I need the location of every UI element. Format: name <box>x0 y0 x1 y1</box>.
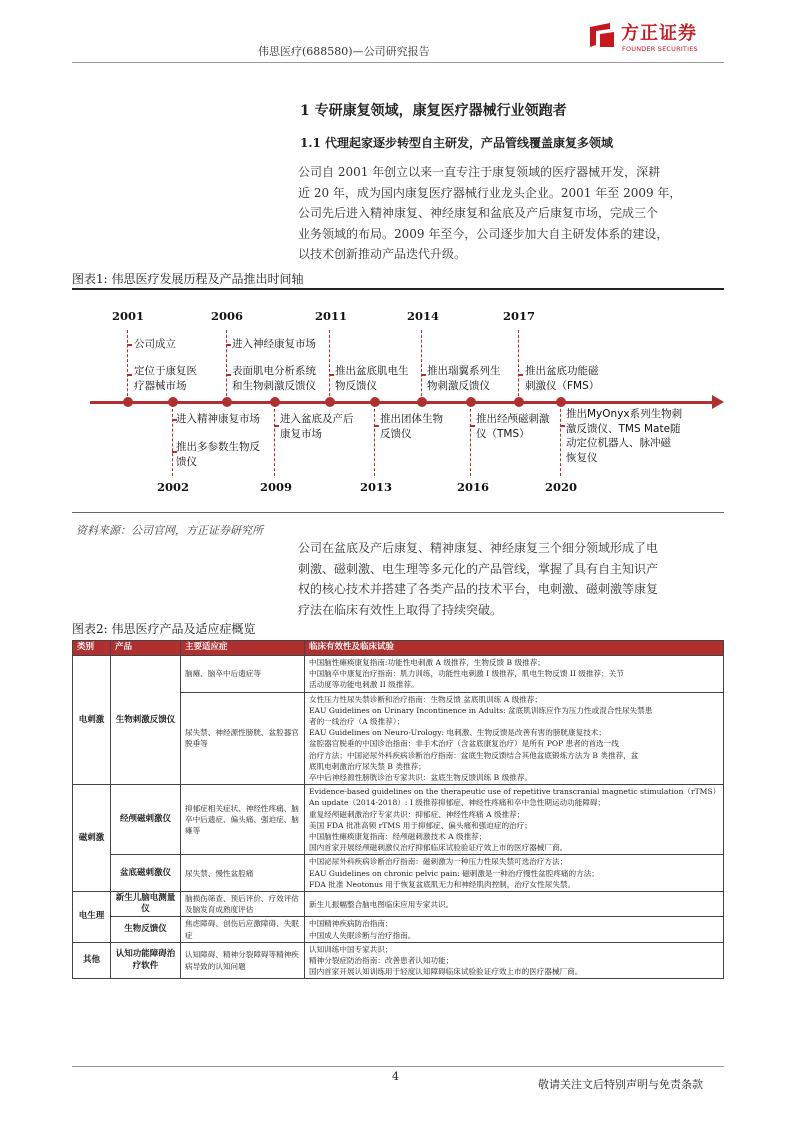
timeline-event-2013 <box>380 412 443 441</box>
timeline-event-2002b <box>176 440 260 469</box>
product-cell: 盆底磁刺激仪 <box>111 855 181 892</box>
event-line: 定位于康复医 <box>134 365 197 377</box>
timeline-dot <box>123 397 133 407</box>
timeline-connector <box>470 404 471 476</box>
figure1-title: 图表1: 伟思医疗发展历程及产品推出时间轴 <box>72 272 304 286</box>
evidence-line: 中国精神疾病防治指南； <box>309 919 393 929</box>
timeline-year-2017: 2017 <box>503 309 536 323</box>
event-line: 康复市场 <box>280 427 322 440</box>
product-cell: 经颅磁刺激仪 <box>111 785 181 855</box>
timeline-connector <box>226 330 227 401</box>
indication-cell: 认知障碍、精神分裂障碍等精神疾病导致的认知问题 <box>181 942 305 979</box>
evidence-line: 国内首家开展经颅磁刺激仪治疗抑郁临床试验验证疗效上市的医疗器械厂商。 <box>309 843 568 853</box>
evidence-line: 女性压力性尿失禁诊断和治疗指南：生物反馈 盆底肌训练 A 级推荐； <box>309 694 542 704</box>
category-cell: 电刺激 <box>73 656 111 785</box>
table-row <box>73 917 724 942</box>
evidence-line: 卒中后神经源性膀胱诊治专家共识：盆底生物反馈训练 B 级推荐。 <box>309 773 533 783</box>
evidence-line: 活动度等功能电刺激 II 级推荐。 <box>309 680 419 690</box>
event-line: 推出盆底肌电生 <box>335 365 409 377</box>
timeline-tick <box>329 374 334 376</box>
evidence-line: 中国泌尿外科疾病诊断治疗指南：磁刺激为一种压力性尿失禁可选治疗方法； <box>309 857 568 867</box>
table-row <box>73 855 724 892</box>
evidence-line: 国内首家开展认知训练用于轻度认知障碍临床试验验证疗效上市的医疗器械厂商。 <box>309 967 583 977</box>
section-subheading: 1.1 代理起家逐步转型自主研发，产品管线覆盖康复多领域 <box>300 136 614 150</box>
header-evidence: 临床有效性及临床试验 <box>305 641 724 656</box>
event-line: 公司成立 <box>134 338 176 350</box>
category-cell: 其他 <box>73 942 111 979</box>
report-header-title: 伟思医疗(688580)—公司研究报告 <box>258 45 430 58</box>
timeline-dot <box>514 397 524 407</box>
timeline-year-2020: 2020 <box>545 480 578 494</box>
table-row <box>73 892 724 917</box>
event-line: 推出团体生物 <box>380 413 443 425</box>
indication-cell: 脑损伤筛查、预后评价、疗效评估及脑发育成熟度评估 <box>181 892 305 917</box>
evidence-line: 底肌电刺激治疗尿失禁 B 类推荐； <box>309 761 426 771</box>
event-line: 推出MyOnyx系列生物刺 <box>566 408 683 420</box>
timeline-connector <box>518 330 519 401</box>
category-cell: 电生理 <box>73 892 111 943</box>
footer-divider <box>72 1066 724 1067</box>
evidence-line: 中国成人失眠诊断与治疗指南。 <box>309 930 416 940</box>
product-cell: 生物反馈仪 <box>111 917 181 942</box>
evidence-cell <box>305 892 724 917</box>
timeline-dot <box>168 397 178 407</box>
product-cell: 生物刺激反馈仪 <box>111 656 181 785</box>
timeline-tick <box>127 374 132 376</box>
timeline-dot <box>222 397 232 407</box>
logo-text-en: FOUNDER SECURITIES <box>622 45 698 53</box>
timeline-tick <box>421 374 426 376</box>
event-line: 进入盆底及产后 <box>280 413 354 425</box>
event-line: 推出瑞翼系列生 <box>427 365 501 377</box>
product-cell: 认知功能障碍治疗软件 <box>111 942 181 979</box>
table-row <box>73 785 724 855</box>
figure1-source: 资料来源：公司官网，方正证券研究所 <box>76 524 263 537</box>
evidence-line: EAU Guidelines on Neuro-Urology: 电刺激、生物反馈是改善有害的膀胱康复技术； <box>309 728 606 738</box>
intro-line: 近 20 年，成为国内康复医疗器械行业龙头企业。2001 年至 2009 年， <box>298 185 682 200</box>
evidence-line: EAU Guidelines on chronic pelvic pain: 磁刺激是一种治疗慢性盆腔疼痛的方法； <box>309 868 599 878</box>
evidence-line: 中国脑性瘫痪康复指南:功能性电刺激 A 级推荐，生物反馈 B 级推荐； <box>309 658 545 667</box>
evidence-cell <box>305 942 724 979</box>
intro-line: 公司先后进入精神康复、神经康复和盆底及产后康复市场，完成三个 <box>298 206 659 220</box>
evidence-line: EAU Guidelines on Urinary Incontinence in Adults: 盆底肌训练应作为压力性或混合性尿失禁患 <box>309 705 653 715</box>
timeline-connector <box>374 404 375 476</box>
indication-cell: 尿失禁、慢性盆腔痛 <box>181 855 305 892</box>
timeline-tick <box>470 425 475 427</box>
event-line: 物反馈仪 <box>335 379 377 392</box>
timeline-dot <box>466 397 476 407</box>
timeline-event-2009 <box>280 412 354 441</box>
evidence-line: 认知训练中国专家共识； <box>309 944 393 954</box>
founder-securities-logo <box>588 19 718 59</box>
timeline-connector <box>172 404 173 476</box>
table-row <box>73 656 724 693</box>
timeline-axis <box>90 401 720 404</box>
figure1-bottom-rule <box>72 512 724 513</box>
event-line: 物刺激反馈仪 <box>427 379 490 392</box>
timeline-tick <box>226 374 231 376</box>
table-row <box>73 942 724 979</box>
evidence-line: 者的一线治疗（A 级推荐）； <box>309 717 405 727</box>
page-number: 4 <box>392 1070 399 1083</box>
evidence-line: 盆腔器官脱垂的中国诊治指南：非手术治疗（含盆底康复治疗）是所有 POP 患者的首选一线 <box>309 739 619 749</box>
timeline-event-2006 <box>232 337 316 352</box>
event-line: 推出经颅磁刺激 <box>476 413 550 425</box>
evidence-cell <box>305 917 724 942</box>
event-line: 推出盆底功能磁 <box>525 365 599 377</box>
intro-line: 以技术创新推动产品迭代升级。 <box>298 247 467 261</box>
intro-line: 业务领域的布局。2009 年至今，公司逐步加大自主研发体系的建设， <box>298 226 669 241</box>
para2-line: 刺激、磁刺激、电生理等多元化的产品管线，掌握了具有自主知识产 <box>298 561 659 576</box>
evidence-line: 新生儿振幅整合脑电图临床应用专家共识。 <box>309 899 454 909</box>
timeline-year-2006: 2006 <box>211 309 244 323</box>
evidence-line: 中国脑卒中康复治疗指南：肌力训练，功能性电刺激 I 级推荐，肌电生物反馈 II 级推荐；关节 <box>309 669 624 679</box>
timeline-dot <box>417 397 427 407</box>
timeline-event-2002 <box>176 412 260 427</box>
event-line: 恢复仪 <box>566 451 598 464</box>
evidence-line: 中国脑性瘫痪康复指南：经颅磁刺激技术 A 级推荐； <box>309 832 487 842</box>
timeline-year-2013: 2013 <box>360 480 393 494</box>
timeline-dot <box>556 397 566 407</box>
header-category: 类别 <box>73 641 111 656</box>
para2-line: 公司在盆底及产后康复、精神康复、神经康复三个细分领域形成了电 <box>298 541 659 555</box>
evidence-cell <box>305 656 724 693</box>
header-product: 产品 <box>111 641 181 656</box>
event-line: 刺激仪（FMS） <box>525 379 600 392</box>
timeline-tick <box>518 374 523 376</box>
evidence-line: 治疗方法；中国泌尿外科疾病诊断治疗指南：盆底生物反馈结合其他盆底锻炼方法为 B 类推荐，盆 <box>309 750 639 760</box>
event-line: 仪（TMS） <box>476 427 530 440</box>
timeline-tick <box>560 425 565 427</box>
figure1-rule <box>72 288 724 290</box>
event-line: 反馈仪 <box>380 427 412 440</box>
header-indication: 主要适应症 <box>181 641 305 656</box>
para2-line: 疗法在临床有效性上取得了持续突破。 <box>298 602 503 617</box>
figure2-title: 图表2: 伟思医疗产品及适应症概览 <box>72 622 256 636</box>
timeline-event-2011 <box>335 364 409 393</box>
timeline-year-2011: 2011 <box>315 309 348 323</box>
timeline-event-2001 <box>134 337 176 352</box>
timeline-event-2001b <box>134 364 197 393</box>
indication-cell: 抑郁症相关症状、神经性疼痛、脑卒中后遗症、偏头痛、强迫症、脑瘫等 <box>181 785 305 855</box>
timeline-dot <box>325 397 335 407</box>
event-line: 进入神经康复市场 <box>232 338 316 350</box>
event-line: 表面肌电分析系统 <box>232 365 316 377</box>
timeline-year-2002: 2002 <box>157 480 190 494</box>
section-heading: 1 专研康复领域，康复医疗器械行业领跑者 <box>300 103 567 119</box>
timeline-year-2001: 2001 <box>112 309 145 323</box>
timeline-event-2006b <box>232 364 316 393</box>
category-cell: 磁刺激 <box>73 785 111 892</box>
timeline-dot <box>270 397 280 407</box>
timeline-event-2020 <box>566 407 682 465</box>
timeline-connector <box>329 330 330 401</box>
timeline-connector <box>127 330 128 401</box>
timeline-connector <box>274 404 275 476</box>
timeline-year-2009: 2009 <box>260 480 293 494</box>
timeline-tick <box>127 344 132 346</box>
disclaimer-text: 敬请关注文后特别声明与免责条款 <box>538 1078 703 1091</box>
intro-paragraph <box>298 162 681 265</box>
timeline-connector <box>421 330 422 401</box>
timeline-event-2014 <box>427 364 501 393</box>
timeline-event-2016 <box>476 412 550 441</box>
event-line: 动定位机器人、脉冲磁 <box>566 437 671 449</box>
product-cell: 新生儿脑电测量仪 <box>111 892 181 917</box>
evidence-cell <box>305 855 724 892</box>
indication-cell: 焦虑障碍、创伤后应激障碍、失眠症 <box>181 917 305 942</box>
event-line: 和生物刺激反馈仪 <box>232 379 316 392</box>
timeline-connector <box>560 404 561 476</box>
evidence-line: 重复经颅磁刺激治疗专家共识：抑郁症、神经性疼痛 A 级推荐； <box>309 809 525 819</box>
event-line: 馈仪 <box>176 455 197 468</box>
event-line: 推出多参数生物反 <box>176 441 260 453</box>
product-indication-table <box>72 640 724 979</box>
timeline-arrow <box>712 395 724 409</box>
indication-cell: 脑瘫、脑卒中后遗症等 <box>181 656 305 693</box>
evidence-cell <box>305 692 724 785</box>
timeline-year-2016: 2016 <box>457 480 490 494</box>
evidence-cell <box>305 785 724 855</box>
event-line: 激反馈仪、TMS Mate随 <box>566 422 681 435</box>
timeline-year-2014: 2014 <box>407 309 440 323</box>
table-header-row <box>73 641 724 656</box>
timeline-tick <box>374 425 379 427</box>
paragraph-2 <box>298 538 658 620</box>
intro-line: 公司自 2001 年创立以来一直专注于康复领域的医疗器械开发，深耕 <box>298 165 661 179</box>
para2-line: 权的核心技术并搭建了各类产品的技术平台，电刺激、磁刺激等康复 <box>298 582 659 596</box>
evidence-line: An update（2014-2018）: I 级推荐抑郁症、神经性疼痛和卒中急性期运动功能障碍； <box>309 798 606 808</box>
indication-cell: 尿失禁、神经源性膀胱、盆腔器官脱垂等 <box>181 692 305 785</box>
evidence-line: Evidence-based guidelines on the therapeutic use of repetitive transcranial magnetic stimulation（rTMS） <box>309 787 721 797</box>
header-divider <box>72 62 724 63</box>
timeline-event-2017 <box>525 364 599 393</box>
event-line: 进入精神康复市场 <box>176 413 260 425</box>
evidence-line: 美国 FDA 批准高频 rTMS 用于抑郁症、偏头痛和强迫症的治疗； <box>309 820 532 830</box>
evidence-line: FDA 批准 Neotonus 用于恢复盆底肌无力和神经肌肉控制，治疗女性尿失禁。 <box>309 879 576 889</box>
evidence-line: 精神分裂症防治指南：改善患者认知功能； <box>309 956 454 966</box>
logo-text-cn: 方正证券 <box>621 23 697 44</box>
timeline-tick <box>274 425 279 427</box>
timeline-dot <box>370 397 380 407</box>
timeline-tick <box>226 344 231 346</box>
event-line: 疗器械市场 <box>134 379 187 392</box>
founder-logo-icon <box>588 21 616 49</box>
